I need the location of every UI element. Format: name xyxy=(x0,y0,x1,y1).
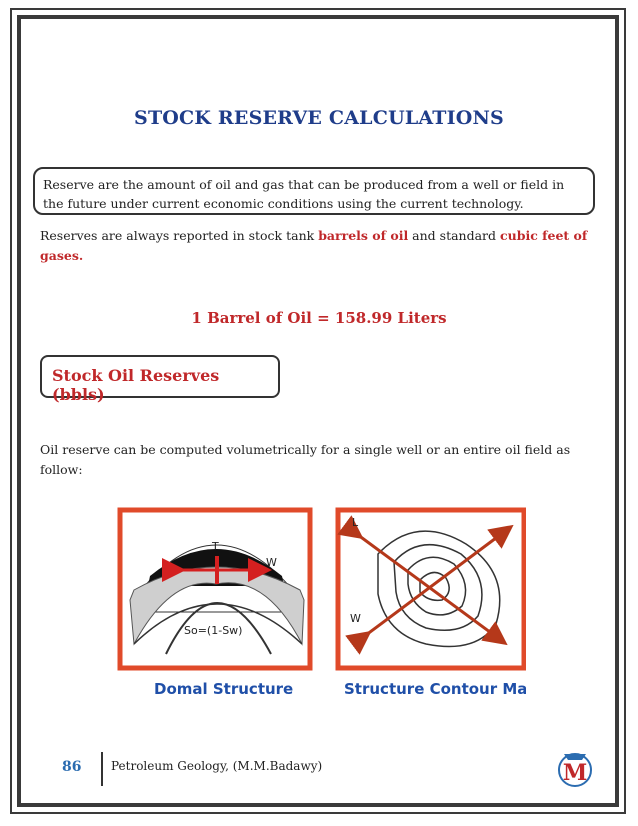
definition-box xyxy=(33,167,595,215)
contour-map-panel xyxy=(338,510,524,668)
reserve-figure xyxy=(116,504,526,708)
footer-text: Petroleum Geology, (M.M.Badawy) xyxy=(111,759,323,773)
reserves-text-2: and standard xyxy=(408,228,500,243)
domal-formula: So=(1-Sw) xyxy=(184,624,243,637)
page-number: 86 xyxy=(62,759,82,775)
logo-icon xyxy=(556,748,594,788)
domal-structure-panel xyxy=(120,510,310,668)
section-heading-box xyxy=(40,355,280,404)
contour-label-l: L xyxy=(352,516,359,529)
reserves-text-3: . xyxy=(78,248,84,263)
reserves-text-1: Reserves are always reported in stock tank xyxy=(40,228,319,243)
definition-text: Reserve are the amount of oil and gas that can be produced from a well or field in the future under current economic conditions using the current technology. xyxy=(43,177,565,211)
page-title: STOCK RESERVE CALCULATIONS xyxy=(134,107,504,129)
contour-label-w: W xyxy=(350,612,361,625)
reserves-paragraph xyxy=(40,226,596,266)
section-heading: Stock Oil Reserves (bbls) xyxy=(52,366,220,404)
footer-divider xyxy=(101,752,103,786)
domal-label-t: T xyxy=(212,540,219,553)
domal-label-w: W xyxy=(266,556,277,569)
domal-caption: Domal Structure xyxy=(154,680,294,698)
barrels-highlight: barrels of oil xyxy=(318,228,409,243)
figure-diagrams xyxy=(116,504,526,704)
author-logo xyxy=(556,748,594,792)
conversion-formula: 1 Barrel of Oil = 158.99 Liters xyxy=(191,309,447,327)
logo-letter: M xyxy=(562,760,588,786)
volumetric-paragraph: Oil reserve can be computed volumetrically for a single well or an entire oil field as follow: xyxy=(40,442,571,477)
cubic-feet-highlight: cubic feet of gases xyxy=(40,228,588,263)
contour-caption: Structure Contour Map xyxy=(344,680,526,698)
